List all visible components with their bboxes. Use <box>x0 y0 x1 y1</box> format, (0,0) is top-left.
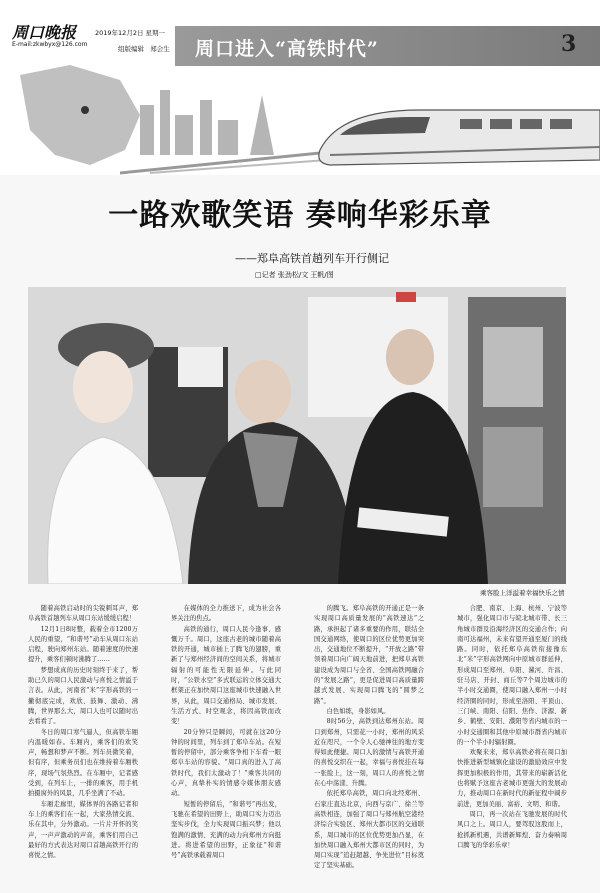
paper-logo: 周口晚报 <box>12 23 77 42</box>
article-subheadline: ——郑阜高铁首趟列车开行侧记 <box>235 252 389 265</box>
article-column-1 <box>28 604 138 861</box>
banner-illustration <box>0 55 600 175</box>
paragraph: 在媒体的全力推送下，成为社会各界关注的焦点。 <box>171 605 281 623</box>
seat-headrest <box>178 347 223 387</box>
paragraph: 梦想成真的历史时刻终于来了，帮助已久的周口人民激动与喜悦之情溢于言表。从此，河南省“米”字形高铁的一撇彻底完成，欢欣、鼓舞、激动、沸腾，世界那么大，周口人也可以随时出去看看了。 <box>28 666 138 726</box>
map-silhouette <box>20 65 140 165</box>
paragraph: 欢聚来来，郑阜高铁必将在周口加快推进新型城镇化建设的激励效应中发挥更加积极的作用，其带来的崭新活化也将赋予这座古老城市更强大的发展动力，推动周口在新时代的新征程中阔步前进，更加美丽、富裕、文明、和谐。 <box>457 749 567 808</box>
paragraph: 8时56分，高铁到达郑州东站。周口到郑州，只需花一小时，郑州的风采近在咫尺，一个令人心驰神往的地方变得如此便捷。周口人的激情与高铁开通的喜悦交织在一起，幸福与喜悦挂在每一张脸上，这一刻，周口人的喜悦之情在心中荡漾、升腾。 <box>314 718 424 788</box>
article-column-2 <box>171 604 281 861</box>
paragraph: 的腾飞。郑阜高铁的开通正是一条实现周口高质量发展的“高铁速达”之路，承担起了诸多重要的作用，联结全国交通网络，使周口的区位优势更加突出，交通地位不断提升，“开放之路”带领着周口向广阔天地前进，把郑阜高铁建设成为周口与全省、全国高铁网融合的“发展之路”，更是促进周口高质量跨越式发展、实现周口腾飞的“圆梦之路”。 <box>314 605 424 705</box>
paragraph: 白色如练，身影如风。 <box>326 707 390 715</box>
article-column-3 <box>314 604 424 872</box>
issue-date: 2019年12月2日 星期一 <box>95 29 166 37</box>
paragraph: 车厢走廊里，媒体界的各路记者和车上的乘客们在一起，大家热情交流、乐在其中，分外激动。一片片开怀的笑声，一声声激动的声音，乘客们用自己最好的方式表达对周口首趟高铁开行的喜悦之情。 <box>28 800 138 860</box>
paragraph: 合肥、南京、上海、杭州、宁波等城市，强化周口市与皖北城市带、长三角城市群及沿海经济区的交通合作；向南可达福州，未来有望开通至厦门的线路。同时，依托郑阜高铁衔接豫东北“米”字形高铁网向中原城市群延伸，形成周口至郑州、阜阳、漯河、许昌、驻马店、开封、商丘等7个周边城市的半小时交通圈，使周口融入郑州一小时经济圈的同时，形成至洛阳、平顶山、三门峡、南阳、信阳、焦作、济源、新乡、鹤壁、安阳、濮阳等省内城市的一小时交通圈和其他中原城市群省内城市的一个半小时辐射圈。 <box>457 605 567 746</box>
train-icon <box>319 110 600 165</box>
article-photo <box>28 287 566 584</box>
paragraph: 冬日的周口寒气逼人，但高铁车厢内温暖如春。车厢内，乘客们的欢笑声，畅想和梦声不断。列车员微笑着，但有序，但乘务员们也在维持着车厢秩序，现场气氛热烈。在车厢中，记者感受到，在列车上，一排的乘客，用手机拍摄窗外的风景，几乎坐满了不动。 <box>28 728 138 798</box>
map-marker <box>81 106 89 114</box>
article-byline: □记者 张劲松/文 王帆/图 <box>255 271 334 279</box>
proofreader-name: 郑会生 <box>150 45 170 53</box>
paragraph: 随着高铁启动时的尖锐刺耳声，郑阜高铁首趟列车从周口东站缓缓启程！ <box>28 605 138 623</box>
skyline <box>140 90 274 155</box>
paragraph: 高铁的通行，周口人民今逢事、感慨万千。周口，这座古老的城市随着高铁的开通，城市插上了腾飞的翅膀，重新了与郑州经济间的空间关系，将城市辐射的可能性无限延伸。与此同时，“公铁水空”多式联运的立体交通大框架正在加快周口这座城市快速融入世界，从此，周口交通格局、城市发展、生活方式、时空观念，将因高铁而改变！ <box>171 625 281 726</box>
photo-caption: 乘客脸上洋溢着幸福快乐之情 <box>480 589 565 597</box>
page-number: 3 <box>561 31 577 57</box>
paragraph: 周口，再一次站在飞驰发展的时代风口之上。周口人，要驾驭这股而上，抢抓新机遇，共谱新辉煌、奋力奏响周口腾飞的华彩乐章！ <box>457 810 567 849</box>
section-title: 周口进入“高铁时代” <box>195 38 379 60</box>
paragraph: 20分钟只是瞬间，可就在这20分钟的时间里，列车到了郑阜车站。在短暂的停留中，部分乘客争相下车看一眼郑阜车站的容貌。“周口真的进入了高铁时代，我们太激动了！”乘客共同的心声，真挚朴实的情感令媒体朋友感动。 <box>171 728 281 798</box>
paragraph: 依托郑阜高铁，周口向北经郑州、石家庄直达北京，向西与京广、徐兰等高铁相连，加强了周口与郑州航空港经济综合实验区、郑州大都市区的交通联系，周口城市的区位优势更加凸显，在加快周口融入郑州大都市区的同时，为周口实现“追赶超越、争先进位”目标奠定了坚实基础。 <box>314 790 424 870</box>
article-headline: 一路欢歌笑语 奏响华彩乐章 <box>108 198 492 233</box>
paragraph: 短暂的停留后，“和谐号”再出发，飞驰在希望的田野上，助周口实力迈出坚实步伐，全力实现周口振兴梦；他以饱满的激情、充满的动力向郑州方向挺进。将进希望的田野，正象征“和谐号”高铁承载着周口 <box>171 800 281 860</box>
article-column-4 <box>457 604 567 851</box>
editor-label: 组版编辑 <box>118 45 144 53</box>
masthead <box>0 0 600 175</box>
editor-credits <box>118 44 170 53</box>
paragraph: 12月1日8时整，载着全市1200万人民的重望，“和谐号”动车从周口东站启程，驶向郑州东站。随着速度的快速提升，乘客们顿时沸腾了…… <box>28 625 138 664</box>
paper-email: E-mail:zkwbyx@126.com <box>12 41 88 48</box>
